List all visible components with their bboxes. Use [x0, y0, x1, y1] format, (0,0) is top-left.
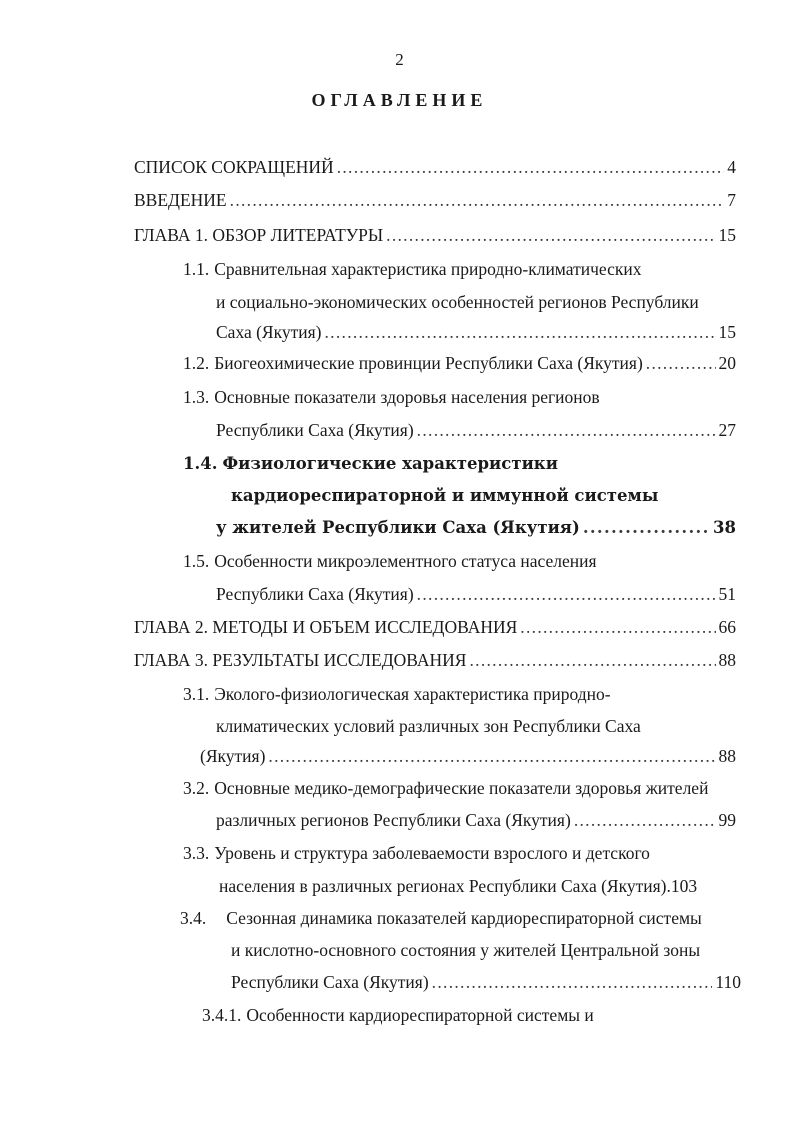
toc-entry-1-4-line1 — [183, 454, 558, 473]
entry-page: 66 — [718, 617, 736, 637]
dot-leader — [268, 746, 715, 767]
entry-page: 38 — [713, 518, 736, 537]
toc-entry-1-3-line2 — [216, 420, 736, 441]
dot-leader — [337, 157, 725, 178]
toc-title: ОГЛАВЛЕНИЕ — [311, 90, 488, 110]
toc-entry-3-2-line2 — [216, 810, 736, 831]
dot-leader — [386, 225, 715, 246]
entry-text: и социально-экономических особенностей регионов Республики — [216, 292, 699, 312]
entry-text: ГЛАВА 1. ОБЗОР ЛИТЕРАТУРЫ — [134, 225, 384, 245]
entry-text: ГЛАВА 2. МЕТОДЫ И ОБЪЕМ ИССЛЕДОВАНИЯ — [134, 617, 518, 637]
entry-text: кардиореспираторной и иммунной системы — [231, 486, 659, 505]
entry-text: (Якутия) — [200, 746, 266, 766]
entry-text: Республики Саха (Якутия) — [216, 584, 414, 604]
entry-number: 1.5. — [183, 551, 210, 571]
entry-page: 88 — [718, 650, 736, 670]
toc-entry-1-1-line3 — [216, 322, 736, 343]
dot-leader — [417, 420, 716, 441]
entry-text: Основные медико-демографические показатели здоровья жителей — [214, 778, 709, 798]
toc-entry-3-4-line2 — [231, 940, 700, 961]
entry-text: Саха (Якутия) — [216, 322, 322, 342]
toc-entry-1-5-line1 — [183, 551, 597, 572]
toc-entry-introduction — [134, 190, 736, 211]
entry-page: 15 — [718, 225, 736, 245]
dot-leader — [520, 617, 715, 638]
toc-entry-3-4-1 — [202, 1005, 594, 1026]
entry-page: 20 — [718, 353, 736, 373]
dot-leader — [583, 518, 710, 537]
toc-entry-1-2 — [183, 353, 736, 374]
entry-page: 27 — [718, 420, 736, 440]
entry-number: 1.1. — [183, 259, 210, 279]
toc-entry-1-1-line1 — [183, 259, 641, 280]
toc-entry-1-5-line2 — [216, 584, 736, 605]
entry-number: 3.1. — [183, 684, 210, 704]
toc-entry-1-4-line2 — [231, 486, 658, 505]
page-number: 2 — [395, 50, 404, 69]
entry-page: 7 — [727, 190, 736, 210]
toc-entry-chapter-2 — [134, 617, 736, 638]
entry-page: 110 — [715, 972, 741, 992]
entry-text: Эколого-физиологическая характеристика природно- — [214, 684, 611, 704]
dot-leader — [574, 810, 716, 831]
toc-entry-3-2-line1 — [183, 778, 708, 799]
toc-entry-3-4-line1 — [180, 908, 702, 929]
entry-text: ГЛАВА 3. РЕЗУЛЬТАТЫ ИССЛЕДОВАНИЯ — [134, 650, 467, 670]
dot-leader — [325, 322, 716, 343]
dot-leader — [432, 972, 713, 993]
toc-entry-3-1-line2 — [216, 716, 641, 737]
toc-entry-3-3-line1 — [183, 843, 650, 864]
entry-number: 3.2. — [183, 778, 210, 798]
entry-text: населения в различных регионах Республики Саха (Якутия). — [219, 876, 671, 896]
entry-text: Основные показатели здоровья населения регионов — [214, 387, 600, 407]
dot-leader — [646, 353, 716, 374]
entry-text: Биогеохимические провинции Республики Саха (Якутия) — [214, 353, 643, 373]
entry-text: Физиологические характеристики — [222, 454, 558, 473]
toc-entry-1-1-line2 — [216, 292, 699, 313]
entry-number: 1.2. — [183, 353, 210, 373]
entry-page: 103 — [670, 876, 698, 896]
entry-text: у жителей Республики Саха (Якутия) — [216, 518, 580, 537]
toc-entry-3-3-line2 — [219, 876, 697, 897]
entry-page: 4 — [727, 157, 736, 177]
toc-entry-3-1-line1 — [183, 684, 611, 705]
entry-number: 3.3. — [183, 843, 210, 863]
entry-text: Особенности кардиореспираторной системы и — [246, 1005, 594, 1025]
dot-leader — [417, 584, 716, 605]
entry-text: СПИСОК СОКРАЩЕНИЙ — [134, 157, 334, 177]
entry-text: Особенности микроэлементного статуса населения — [214, 551, 597, 571]
entry-number: 1.4. — [183, 454, 218, 473]
entry-text: Республики Саха (Якутия) — [216, 420, 414, 440]
entry-text: Республики Саха (Якутия) — [231, 972, 429, 992]
entry-number: 3.4. — [180, 908, 207, 928]
toc-entry-3-4-line3 — [231, 972, 741, 993]
entry-text: климатических условий различных зон Республики Саха — [216, 716, 641, 736]
entry-page: 15 — [718, 322, 736, 342]
entry-page: 99 — [718, 810, 736, 830]
entry-text: Уровень и структура заболеваемости взрослого и детского — [214, 843, 650, 863]
entry-text: Сравнительная характеристика природно-климатических — [214, 259, 642, 279]
toc-entry-chapter-1 — [134, 225, 736, 246]
dot-leader — [469, 650, 715, 671]
toc-entry-1-4-line3 — [216, 518, 736, 537]
dot-leader — [230, 190, 725, 211]
entry-text: различных регионов Республики Саха (Якутия) — [216, 810, 571, 830]
entry-text: ВВЕДЕНИЕ — [134, 190, 227, 210]
entry-text: Сезонная динамика показателей кардиореспираторной системы — [226, 908, 702, 928]
toc-entry-1-3-line1 — [183, 387, 600, 408]
toc-entry-3-1-line3 — [200, 746, 736, 767]
entry-number: 3.4.1. — [202, 1005, 242, 1025]
entry-text: и кислотно-основного состояния у жителей Центральной зоны — [231, 940, 701, 960]
entry-page: 88 — [718, 746, 736, 766]
toc-entry-chapter-3 — [134, 650, 736, 671]
toc-entry-abbreviations — [134, 157, 736, 178]
entry-number: 1.3. — [183, 387, 210, 407]
entry-page: 51 — [718, 584, 736, 604]
